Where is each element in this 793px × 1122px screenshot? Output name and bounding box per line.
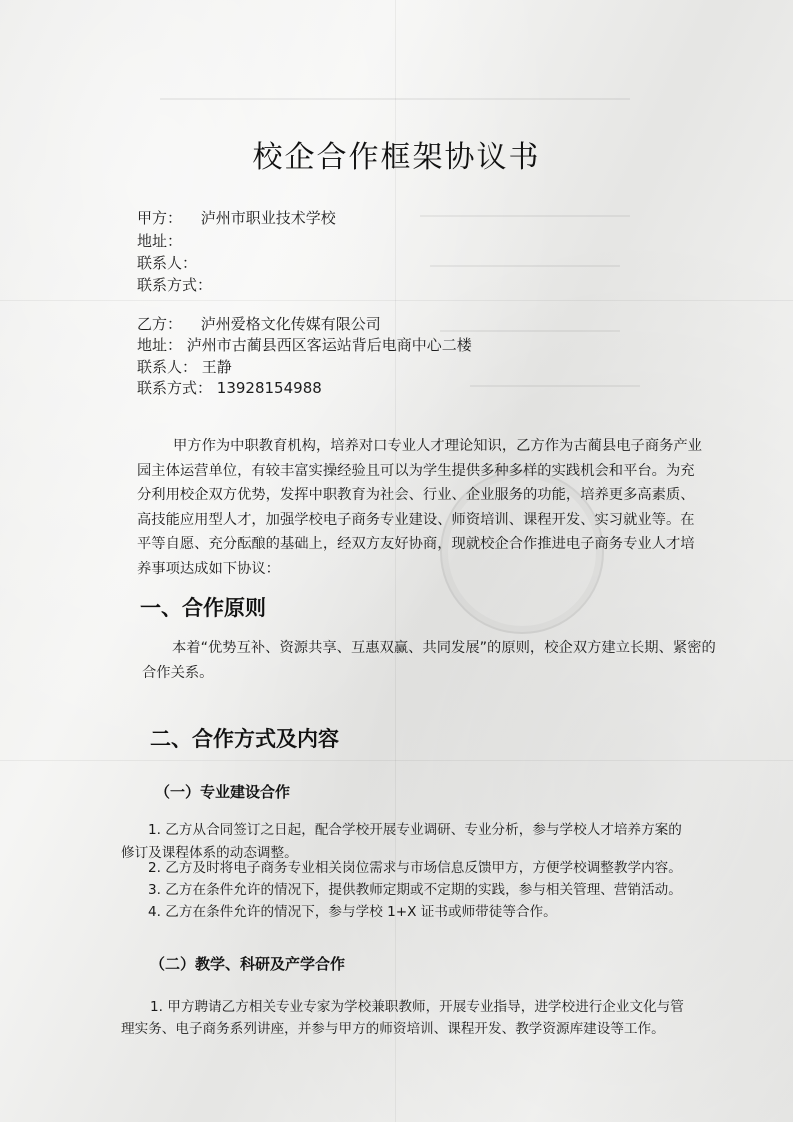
party-a-address-label: 地址： (137, 232, 183, 250)
sub2-item: 理实务、电子商务系列讲座，并参与甲方的师资培训、课程开发、教学资源库建设等工作。 (121, 1021, 665, 1037)
bleed-through-text (440, 330, 620, 332)
party-a-contact-row (137, 253, 197, 273)
sub1-item: 修订及课程体系的动态调整。 (121, 845, 298, 861)
party-a-name-row (137, 208, 336, 228)
party-b-label: 乙方： (137, 315, 183, 333)
bleed-through-text (430, 265, 620, 267)
subsection-2-heading: （二）教学、科研及产学合作 (150, 955, 346, 973)
party-b-phone-row (137, 378, 322, 398)
party-b-phone-label: 联系方式： (137, 379, 213, 397)
party-b-contact-label: 联系人： (137, 358, 198, 376)
party-b-phone: 13928154988 (216, 379, 322, 397)
sub1-item: 1. 乙方从合同签订之日起，配合学校开展专业调研、专业分析，参与学校人才培养方案的 (148, 822, 682, 838)
sub1-item: 2. 乙方及时将电子商务专业相关岗位需求与市场信息反馈甲方，方便学校调整教学内容。 (148, 860, 682, 876)
bleed-through-text (160, 98, 630, 100)
party-a-name: 泸州市职业技术学校 (200, 209, 336, 227)
section-1-paragraph (142, 636, 742, 685)
party-a-contact-label: 联系人： (137, 254, 198, 272)
paper-crease (0, 300, 793, 301)
party-b-address-label: 地址： (137, 336, 183, 354)
intro-line: 平等自愿、充分酝酿的基础上，经双方友好协商，现就校企合作推进电子商务专业人才培 (137, 536, 695, 552)
party-a-label: 甲方： (137, 209, 183, 227)
document-title: 校企合作框架协议书 (252, 140, 541, 175)
party-b-contact-row (137, 357, 232, 377)
party-b-address-row (137, 335, 472, 355)
sub2-item: 1. 甲方聘请乙方相关专业专家为学校兼职教师，开展专业指导，进学校进行企业文化与管 (150, 999, 684, 1015)
sub1-item: 3. 乙方在条件允许的情况下，提供教师定期或不定期的实践，参与相关管理、营销活动。 (148, 882, 682, 898)
party-b-address: 泸州市古蔺县西区客运站背后电商中心二楼 (186, 336, 472, 354)
section-1-line: 本着“优势互补、资源共享、互惠双赢、共同发展”的原则，校企双方建立长期、紧密的 (172, 640, 716, 656)
section-1-heading: 一、合作原则 (140, 596, 266, 620)
section-2-heading: 二、合作方式及内容 (150, 727, 339, 751)
intro-line: 分利用校企双方优势，发挥中职教育为社会、行业、企业服务的功能，培养更多高素质、 (137, 487, 695, 503)
party-b-contact: 王静 (201, 358, 232, 376)
party-b-name-row (137, 314, 381, 334)
intro-line: 高技能应用型人才，加强学校电子商务专业建设、师资培训、课程开发、实习就业等。在 (137, 511, 695, 528)
party-a-address-row (137, 231, 182, 251)
section-1-line: 合作关系。 (142, 664, 214, 681)
subsection-1-heading: （一）专业建设合作 (155, 783, 291, 801)
intro-line: 甲方作为中职教育机构，培养对口专业人才理论知识，乙方作为古蔺县电子商务产业 (173, 438, 702, 454)
intro-line: 园主体运营单位，有较丰富实操经验且可以为学生提供多种多样的实践机会和平台。为充 (137, 462, 695, 479)
paper-crease (0, 760, 793, 761)
bleed-through-text (420, 215, 630, 217)
intro-line: 养事项达成如下协议： (137, 560, 280, 577)
party-a-phone-label: 联系方式： (137, 276, 213, 294)
bleed-through-text (470, 385, 640, 387)
intro-paragraph (137, 434, 737, 581)
party-b-name: 泸州爱格文化传媒有限公司 (200, 315, 381, 333)
party-a-phone-row (137, 275, 212, 295)
sub1-item: 4. 乙方在条件允许的情况下，参与学校 1+X 证书或师带徒等合作。 (148, 904, 557, 920)
